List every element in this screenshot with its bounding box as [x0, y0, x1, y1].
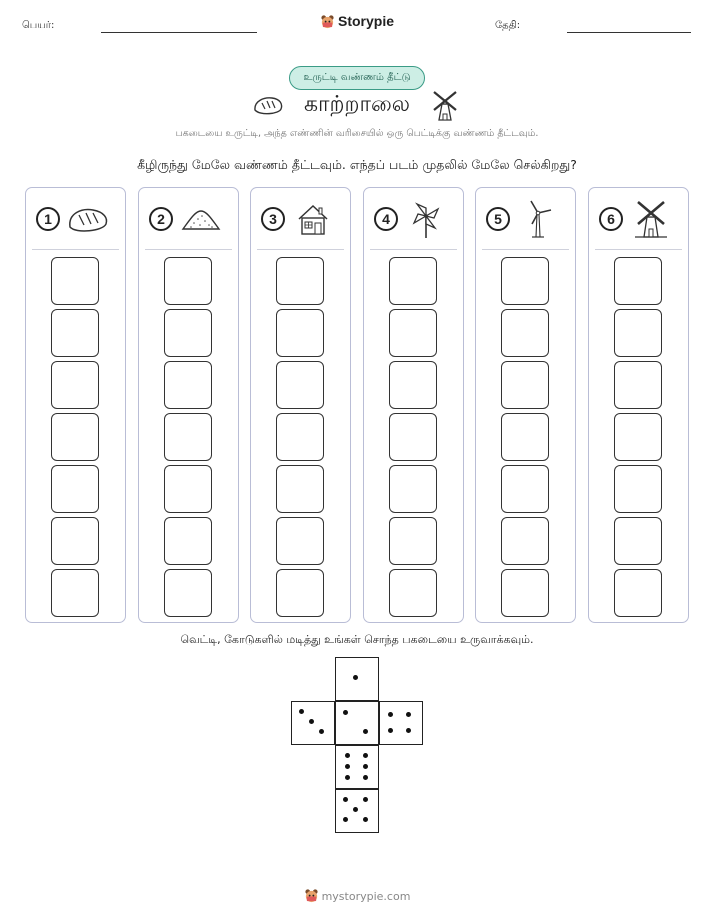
dice-face-1 — [335, 657, 379, 701]
color-box[interactable] — [614, 309, 662, 357]
wind-turbine-icon — [516, 199, 560, 239]
column-number: 6 — [599, 207, 623, 231]
color-box[interactable] — [164, 309, 212, 357]
color-box[interactable] — [389, 517, 437, 565]
color-box[interactable] — [389, 465, 437, 513]
bear-logo-icon — [304, 888, 319, 903]
color-box[interactable] — [276, 413, 324, 461]
column-number: 1 — [36, 207, 60, 231]
color-box[interactable] — [51, 465, 99, 513]
color-box[interactable] — [389, 569, 437, 617]
color-box[interactable] — [276, 309, 324, 357]
color-box[interactable] — [501, 309, 549, 357]
dice-face-6 — [335, 745, 379, 789]
color-box[interactable] — [614, 569, 662, 617]
color-box[interactable] — [276, 517, 324, 565]
column-6 — [588, 187, 689, 623]
dice-face-5 — [335, 789, 379, 833]
activity-tag: உருட்டி வண்ணம் தீட்டு — [289, 66, 425, 90]
color-box[interactable] — [614, 361, 662, 409]
cut-instruction: வெட்டி, கோடுகளில் மடித்து உங்கள் சொந்த பகடையை உருவாக்கவும். — [180, 633, 534, 646]
color-box[interactable] — [164, 413, 212, 461]
color-box[interactable] — [51, 257, 99, 305]
color-box[interactable] — [501, 257, 549, 305]
column-number: 5 — [486, 207, 510, 231]
instructions: பகடையை உருட்டி, அந்த எண்ணின் வரிசையில் ஒரு பெட்டிக்கு வண்ணம் தீட்டவும். — [175, 128, 539, 139]
brand-logo — [0, 13, 714, 29]
column-number: 3 — [261, 207, 285, 231]
color-box[interactable] — [614, 257, 662, 305]
name-label: பெயர்: — [22, 20, 55, 31]
color-box[interactable] — [501, 465, 549, 513]
color-box[interactable] — [164, 257, 212, 305]
color-box[interactable] — [164, 569, 212, 617]
color-box[interactable] — [276, 361, 324, 409]
footer — [0, 888, 714, 903]
color-box[interactable] — [51, 569, 99, 617]
dice-face-3 — [291, 701, 335, 745]
color-box[interactable] — [389, 257, 437, 305]
color-box[interactable] — [501, 517, 549, 565]
house-icon — [291, 199, 335, 239]
brand-name: Storypie — [337, 13, 394, 29]
windmill-icon — [629, 199, 673, 239]
color-box[interactable] — [164, 361, 212, 409]
color-box[interactable] — [51, 309, 99, 357]
date-line — [567, 32, 691, 33]
column-5 — [475, 187, 576, 623]
color-box[interactable] — [389, 309, 437, 357]
color-box[interactable] — [276, 569, 324, 617]
dice-face-2 — [335, 701, 379, 745]
color-box[interactable] — [614, 465, 662, 513]
name-line — [101, 32, 257, 33]
column-number: 2 — [149, 207, 173, 231]
bear-logo-icon — [320, 14, 335, 29]
footer-url[interactable]: mystorypie.com — [321, 890, 411, 903]
sand-pile-icon — [179, 199, 223, 239]
column-number: 4 — [374, 207, 398, 231]
color-box[interactable] — [164, 517, 212, 565]
color-box[interactable] — [614, 413, 662, 461]
color-box[interactable] — [614, 517, 662, 565]
column-3 — [250, 187, 351, 623]
color-box[interactable] — [389, 413, 437, 461]
color-box[interactable] — [501, 569, 549, 617]
color-box[interactable] — [51, 361, 99, 409]
color-box[interactable] — [389, 361, 437, 409]
question: கீழிருந்து மேலே வண்ணம் தீட்டவும். எந்தப் படம் முதலில் மேலே செல்கிறது? — [137, 157, 577, 172]
color-box[interactable] — [51, 517, 99, 565]
pinwheel-icon — [404, 199, 448, 239]
date-label: தேதி: — [495, 20, 521, 31]
bread-icon — [66, 199, 110, 239]
color-box[interactable] — [276, 257, 324, 305]
color-box[interactable] — [501, 361, 549, 409]
page-title: காற்றாலை — [303, 92, 411, 117]
color-box[interactable] — [501, 413, 549, 461]
color-box[interactable] — [51, 413, 99, 461]
column-2 — [138, 187, 239, 623]
column-4 — [363, 187, 464, 623]
color-box[interactable] — [164, 465, 212, 513]
color-box[interactable] — [276, 465, 324, 513]
dice-face-4 — [379, 701, 423, 745]
column-1 — [25, 187, 126, 623]
windmill-icon — [430, 90, 460, 122]
